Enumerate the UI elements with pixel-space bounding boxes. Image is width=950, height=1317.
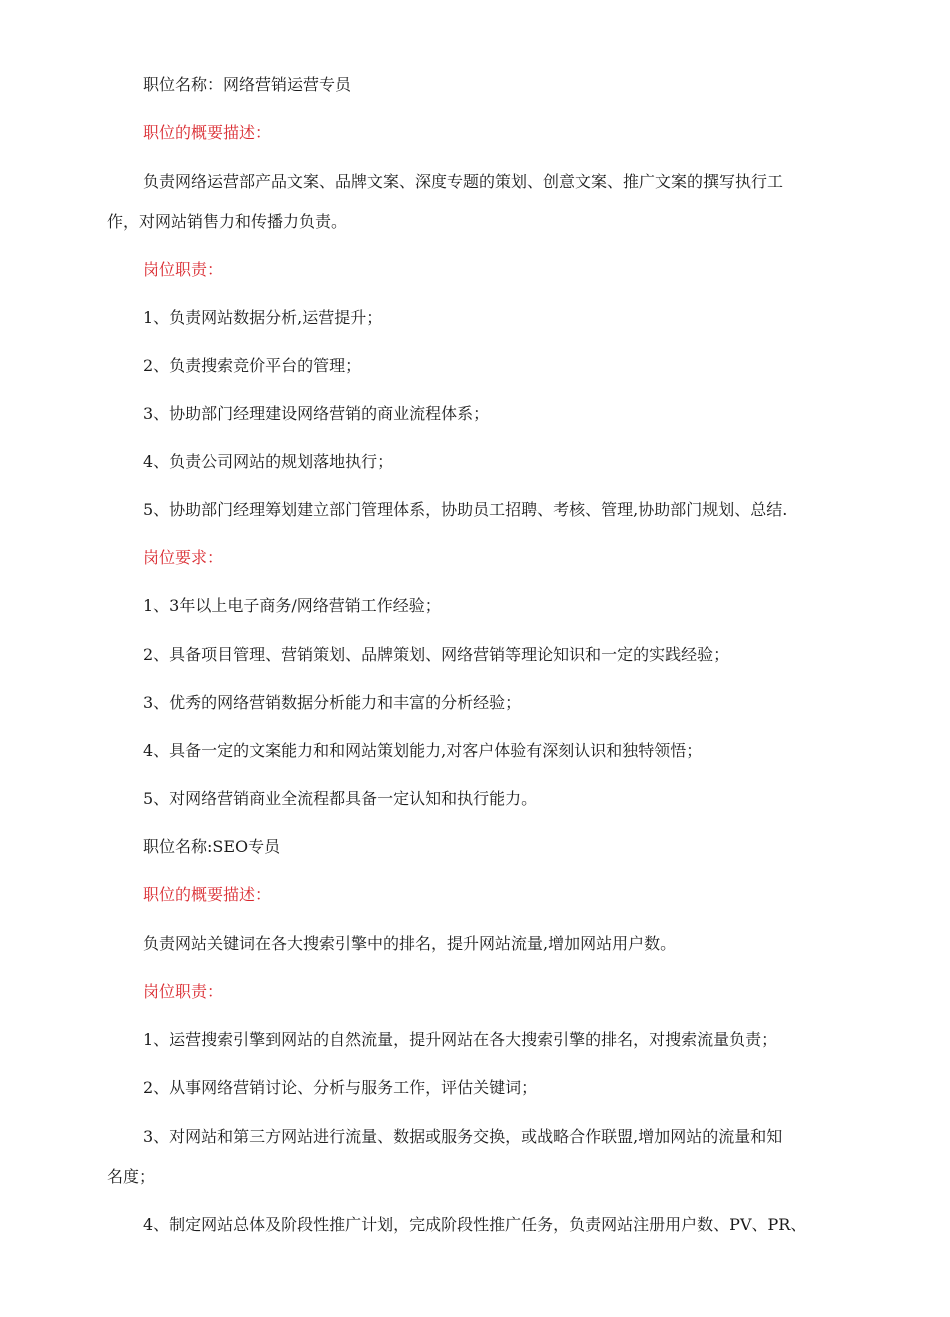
requirement-item-5: 5、对网络营销商业全流程都具备一定认知和执行能力。 — [143, 789, 538, 808]
requirement-item-3: 3、优秀的网络营销数据分析能力和丰富的分析经验； — [143, 693, 522, 712]
duty-item-2-2: 2、从事网络营销讨论、分析与服务工作，评估关键词； — [143, 1078, 538, 1097]
duties-heading-1: 岗位职责： — [143, 260, 224, 279]
requirement-item-4: 4、具备一定的文案能力和和网站策划能力,对客户体验有深刻认识和独特领悟； — [143, 741, 703, 760]
requirement-item-1: 1、3年以上电子商务/网络营销工作经验； — [143, 596, 441, 615]
summary-text-2: 负责网站关键词在各大搜索引擎中的排名，提升网站流量,增加网站用户数。 — [143, 934, 677, 953]
duties-heading-2: 岗位职责： — [143, 982, 224, 1001]
job-title-2: 职位名称:SEO专员 — [143, 837, 281, 856]
summary-text-1-line2: 作，对网站销售力和传播力负责。 — [107, 212, 348, 231]
summary-heading-2: 职位的概要描述： — [143, 885, 272, 904]
requirement-item-2: 2、具备项目管理、营销策划、品牌策划、网络营销等理论知识和一定的实践经验； — [143, 645, 730, 664]
summary-heading-1: 职位的概要描述： — [143, 123, 272, 142]
duty-item-2-3-line2: 名度； — [107, 1167, 156, 1186]
duty-item-1-2: 2、负责搜索竞价平台的管理； — [143, 356, 362, 375]
duty-item-1-5: 5、协助部门经理筹划建立部门管理体系，协助员工招聘、考核、管理,协助部门规划、总结. — [143, 500, 788, 519]
duty-item-1-4: 4、负责公司网站的规划落地执行； — [143, 452, 394, 471]
summary-text-1-line1: 负责网络运营部产品文案、品牌文案、深度专题的策划、创意文案、推广文案的撰写执行工 — [143, 172, 784, 191]
job-title-1: 职位名称：网络营销运营专员 — [143, 75, 352, 94]
duty-item-2-1: 1、运营搜索引擎到网站的自然流量，提升网站在各大搜索引擎的排名，对搜索流量负责； — [143, 1030, 778, 1049]
requirements-heading-1: 岗位要求： — [143, 548, 224, 567]
duty-item-2-4: 4、制定网站总体及阶段性推广计划，完成阶段性推广任务，负责网站注册用户数、PV、PR、 — [143, 1215, 807, 1234]
duty-item-2-3-line1: 3、对网站和第三方网站进行流量、数据或服务交换，或战略合作联盟,增加网站的流量和知 — [143, 1127, 783, 1146]
duty-item-1-3: 3、协助部门经理建设网络营销的商业流程体系； — [143, 404, 490, 423]
duty-item-1-1: 1、负责网站数据分析,运营提升； — [143, 308, 383, 327]
